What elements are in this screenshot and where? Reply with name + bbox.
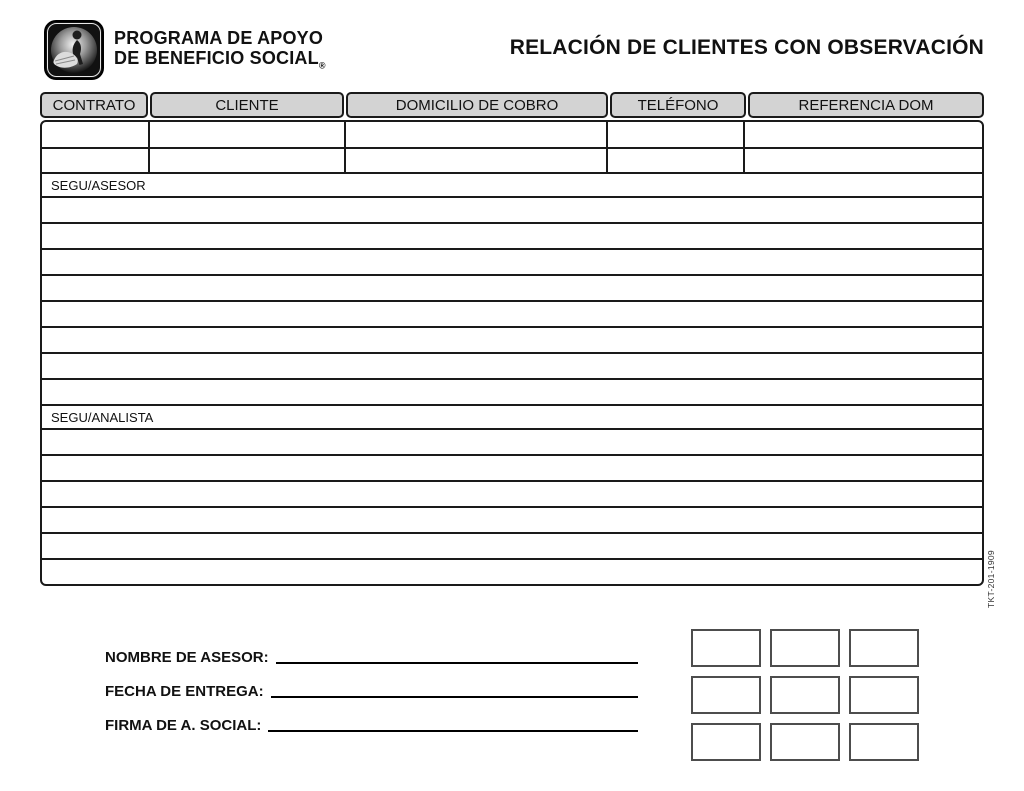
section-label-segu-analista: SEGU/ANALISTA [42,404,982,428]
stamp-box [691,629,761,667]
table-header-row [40,92,984,118]
referencia-cell [745,122,982,147]
domicilio-cell [346,149,608,172]
asesor-empty-row [42,300,982,326]
fecha-de-entrega-blank-line [271,696,638,698]
referencia-cell [745,149,982,172]
client-data-row [42,122,982,147]
stamp-box [691,723,761,761]
analista-empty-row [42,454,982,480]
brand-line-2: DE BENEFICIO SOCIAL [114,48,319,68]
analista-empty-row [42,506,982,532]
asesor-empty-row [42,326,982,352]
field-label-fecha-de-entrega: FECHA DE ENTREGA: [105,683,264,700]
telefono-cell [608,149,745,172]
stamp-box [770,723,840,761]
field-label-firma-de-a-social: FIRMA DE A. SOCIAL: [105,717,262,734]
cliente-cell [150,122,346,147]
contrato-cell [42,149,150,172]
asesor-empty-row [42,222,982,248]
stamp-box-grid [691,629,919,761]
field-label-nombre-de-asesor: NOMBRE DE ASESOR: [105,649,269,666]
program-logo-icon [44,20,104,80]
hand-person-logo-icon [44,20,104,80]
table-body [40,120,984,586]
asesor-empty-row [42,248,982,274]
section-label-segu-asesor: SEGU/ASESOR [42,172,982,196]
column-header-domicilio: DOMICILIO DE COBRO [346,92,608,118]
stamp-box [770,629,840,667]
asesor-empty-row [42,378,982,404]
brand-line-1: PROGRAMA DE APOYO [114,28,324,48]
clients-table [40,92,984,586]
page-header [44,18,984,82]
page-title: RELACIÓN DE CLIENTES CON OBSERVACIÓN [509,36,984,59]
column-header-cliente: CLIENTE [150,92,344,118]
nombre-de-asesor-blank-line [276,662,638,664]
stamp-box [849,723,919,761]
stamp-box [691,676,761,714]
field-fecha-de-entrega [105,679,638,701]
stamp-box [770,676,840,714]
analista-empty-row [42,480,982,506]
field-firma-de-a-social [105,713,638,735]
column-header-referencia: REFERENCIA DOM [748,92,984,118]
stamp-box [849,629,919,667]
form-code-label: TKT-201-1909 [986,550,996,608]
asesor-empty-row [42,196,982,222]
asesor-empty-row [42,352,982,378]
client-data-row [42,147,982,172]
analista-empty-row [42,532,982,558]
firma-de-a-social-blank-line [268,730,638,732]
asesor-empty-row [42,274,982,300]
contrato-cell [42,122,150,147]
domicilio-cell [346,122,608,147]
telefono-cell [608,122,745,147]
brand-name [114,28,326,76]
column-header-telefono: TELÉFONO [610,92,746,118]
field-nombre-de-asesor [105,645,638,667]
stamp-box [849,676,919,714]
analista-empty-row [42,558,982,584]
cliente-cell [150,149,346,172]
analista-empty-row [42,428,982,454]
column-header-contrato: CONTRATO [40,92,148,118]
registered-mark: ® [318,60,326,71]
signature-fields [105,645,638,747]
